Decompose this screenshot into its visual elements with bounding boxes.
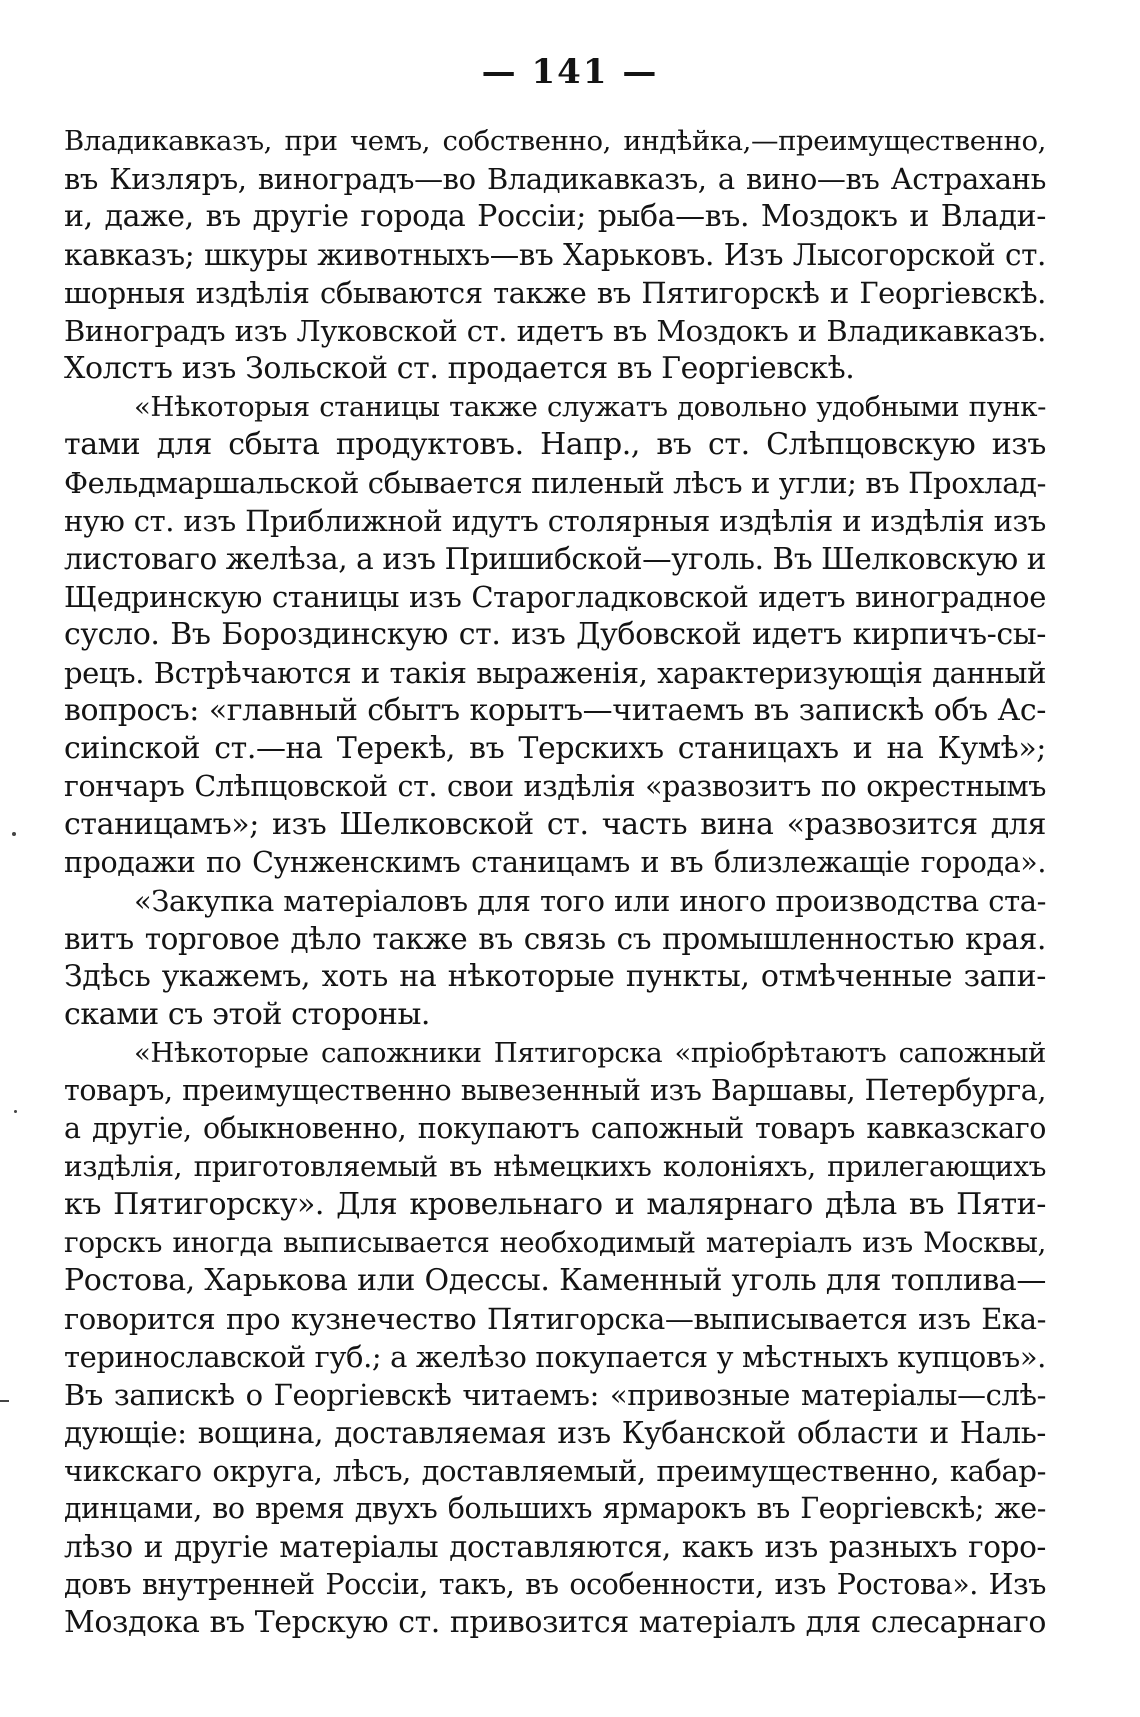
text-line: издѣлія, приготовляемый въ нѣмецкихъ колоніяхъ, прилегающихъ [64,1150,1046,1183]
text-line: чикскаго округа, лѣсъ, доставляемый, преимущественно, кабар- [64,1454,1046,1488]
text-line: рецъ. Встрѣчаются и такія выраженія, характеризующія данный [64,656,1046,690]
text-line: а другіе, обыкновенно, покупаютъ сапожный товаръ кавказскаго [64,1112,1046,1145]
margin-speck [14,1110,17,1113]
margin-speck [12,832,16,836]
text-line: гончаръ Слѣпцовской ст. свои издѣлія «развозитъ по окрестнымъ [64,770,1046,803]
text-line: тами для сбыта продуктовъ. Напр., въ ст. Слѣпцовскую изъ [64,427,1046,462]
text-line: динцами, во время двухъ большихъ ярмарокъ въ Георгіевскѣ; же- [64,1492,1046,1525]
paragraph-start: «Закупка матеріаловъ для того или иного производства ста- [134,884,1046,918]
text-line: лѣзо и другіе матеріалы доставляются, какъ изъ разныхъ горо- [64,1530,1046,1564]
text-line: Холстъ изъ Зольской ст. продается въ Георгіевскѣ. [64,351,855,386]
text-line: довъ внутренней Россіи, такъ, въ особенности, изъ Ростова». Изъ [64,1568,1046,1601]
text-line: станицамъ»; изъ Шелковской ст. часть вина «развозится для [64,807,1046,842]
text-line: Виноградъ изъ Луковской ст. идетъ въ Моздокъ и Владикавказъ. [64,314,1046,348]
text-line: Въ запискѣ о Георгіевскѣ читаемъ: «привозные матеріалы—слѣ- [64,1378,1046,1412]
text-line: горскъ иногда выписывается необходимый матеріалъ изъ Москвы, [64,1226,1046,1259]
text-line: товаръ, преимущественно вывезенный изъ Варшавы, Петербурга, [64,1074,1046,1107]
text-line: Ростова, Харькова или Одессы. Каменный уголь для топлива— [64,1263,1046,1298]
text-line: Моздока въ Терскую ст. привозится матеріалъ для слесарнаго [64,1605,1046,1640]
text-line: шорныя издѣлія сбываются также въ Пятигорскѣ и Георгіевскѣ. [64,276,1046,310]
text-line: Щедринскую станицы изъ Старогладковской идетъ виноградное [64,580,1046,614]
text-line: Здѣсь укажемъ, хоть на нѣкоторые пункты, отмѣченные запи- [64,959,1046,994]
text-line: витъ торговое дѣло также въ связь съ промышленностью края. [64,922,1046,956]
text-line: кавказъ; шкуры животныхъ—въ Харьковъ. Изъ Лысогорской ст. [64,238,1046,272]
paragraph-start: «Нѣкоторыя станицы также служатъ довольно удобными пунк- [134,391,1046,423]
text-line: продажи по Сунженскимъ станицамъ и въ близлежащіе города». [64,846,1046,879]
text-line: ную ст. изъ Приближной идутъ столярныя издѣлія и издѣлія изъ [64,504,1046,538]
text-line: къ Пятигорску». Для кровельнаго и малярнаго дѣла въ Пяти- [64,1187,1046,1222]
text-line: теринославской губ.; а желѣзо покупается у мѣстныхъ купцовъ». [64,1340,1046,1374]
text-line: говорится про кузнечество Пятигорска—выписывается изъ Ека- [64,1302,1046,1336]
page-number: — 141 — [481,52,659,92]
text-line: Фельдмаршальской сбывается пиленый лѣсъ и угли; въ Прохлад- [64,466,1046,500]
paragraph-start: «Нѣкоторые сапожники Пятигорска «пріобрѣтаютъ сапожный [134,1037,1046,1069]
text-line: листоваго желѣза, а изъ Пришибской—уголь. Въ Шелковскую и [64,542,1046,576]
body-text [64,122,1046,1642]
text-line: Владикавказъ, при чемъ, собственно, индѣйка,—преимущественно, [64,125,1046,157]
margin-speck [0,1400,9,1402]
text-line: сусло. Въ Бороздинскую ст. изъ Дубовской идетъ кирпичъ-сы- [64,617,1046,652]
text-line: сиinской ст.—на Терекѣ, въ Терскихъ станицахъ и на Кумѣ»; [64,731,1046,766]
text-line: дующіе: вощина, доставляемая изъ Кубанской области и Наль- [64,1416,1046,1450]
text-line: въ Кизляръ, виноградъ—во Владикавказъ, а вино—въ Астрахань [64,162,1046,196]
text-line: сками съ этой стороны. [64,997,431,1032]
text-line: и, даже, въ другіе города Россіи; рыба—въ. Моздокъ и Влади- [64,199,1046,234]
text-line: вопросъ: «главный сбытъ корытъ—читаемъ въ запискѣ объ Ас- [64,693,1046,728]
